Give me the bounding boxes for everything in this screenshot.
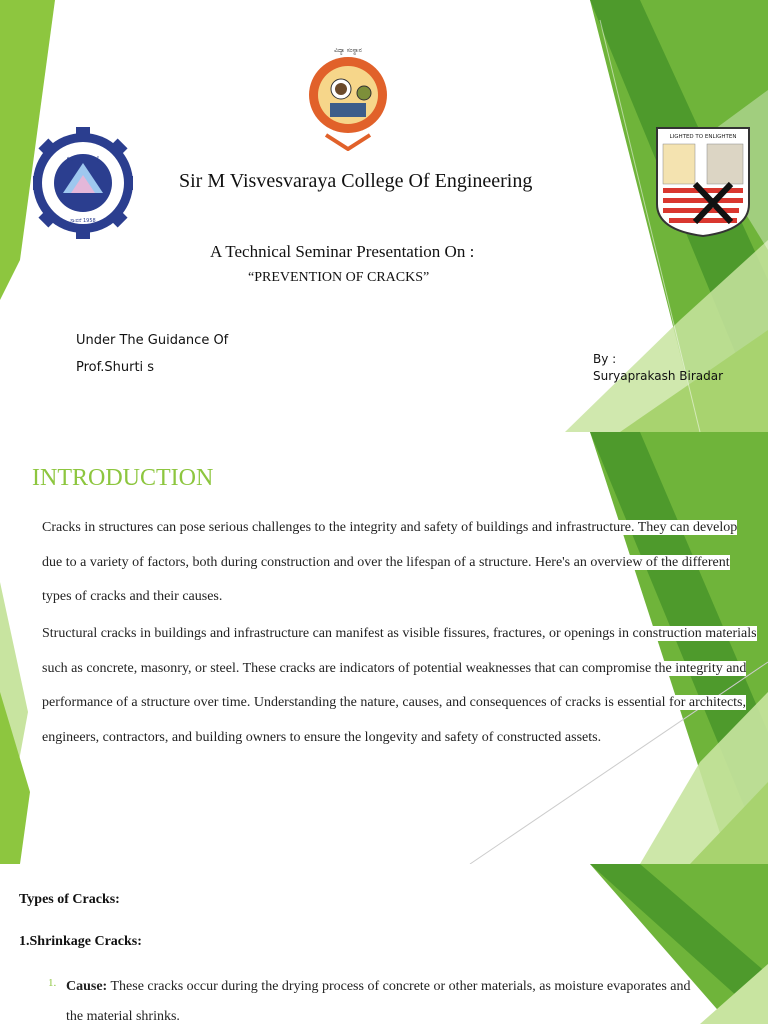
- left-logo-year: ಸ್ಥಾಪನೆ 1958: [70, 218, 96, 224]
- svg-text:ವಿದ್ಯಾ ಸಂಸ್ಥಾನ: ವಿದ್ಯಾ ಸಂಸ್ಥಾನ: [334, 47, 362, 54]
- college-name: Sir M Visvesvaraya College Of Engineering: [179, 170, 533, 192]
- intro-paragraph: [42, 617, 758, 755]
- item-text: These cracks occur during the drying process of concrete or other materials, as moisture evaporates and the material shrinks.: [66, 979, 691, 1024]
- guidance-label: Under The Guidance Of: [76, 333, 229, 348]
- title-slide: [0, 0, 768, 432]
- right-logo-text: LIGHTED TO ENLIGHTEN: [669, 134, 737, 140]
- guide-name: Prof.Shurti s: [76, 360, 155, 375]
- list-number: 1.: [48, 977, 57, 989]
- introduction-slide: [0, 432, 768, 864]
- university-logo-icon: [306, 45, 390, 151]
- subsection-heading: 1.Shrinkage Cracks:: [19, 934, 142, 949]
- list-item: [66, 972, 706, 1024]
- by-label: By :: [593, 352, 617, 366]
- left-logo-text: ಕನ್ನಡ ಶಿಕ್ಷಣ ಸಂಸ್ಥೆ: [66, 156, 100, 162]
- paragraph-text: Structural cracks in buildings and infrastructure can manifest as visible fissures, fractures, or openings in construction materials such as concrete, masonry, or steel. These cracks are indicators of potential weaknesses that can compromise the integrity and performance of a structure over time. Understanding the nature, causes, and consequences of cracks is essential for architects, engineers, contractors, and building owners to ensure the longevity and safety of constructed assets.: [42, 626, 757, 745]
- presenter-name: Suryaprakash Biradar: [593, 369, 724, 383]
- presentation-subtitle: A Technical Seminar Presentation On :: [210, 242, 475, 261]
- section-heading: Types of Cracks:: [19, 892, 120, 907]
- paragraph-text: Cracks in structures can pose serious challenges to the integrity and safety of buildings and infrastructure. They can develop due to a variety of factors, both during construction and over the lifespan of a structure. Here's an overview of the different types of cracks and their causes.: [42, 520, 738, 604]
- college-gear-logo-icon: [33, 127, 133, 239]
- types-of-cracks-slide: [0, 864, 768, 1024]
- college-shield-logo-icon: [655, 126, 751, 238]
- item-label: Cause:: [66, 979, 108, 994]
- intro-paragraph: [42, 511, 758, 615]
- slide-heading: INTRODUCTION: [32, 465, 214, 491]
- seminar-topic: “PREVENTION OF CRACKS”: [248, 270, 430, 285]
